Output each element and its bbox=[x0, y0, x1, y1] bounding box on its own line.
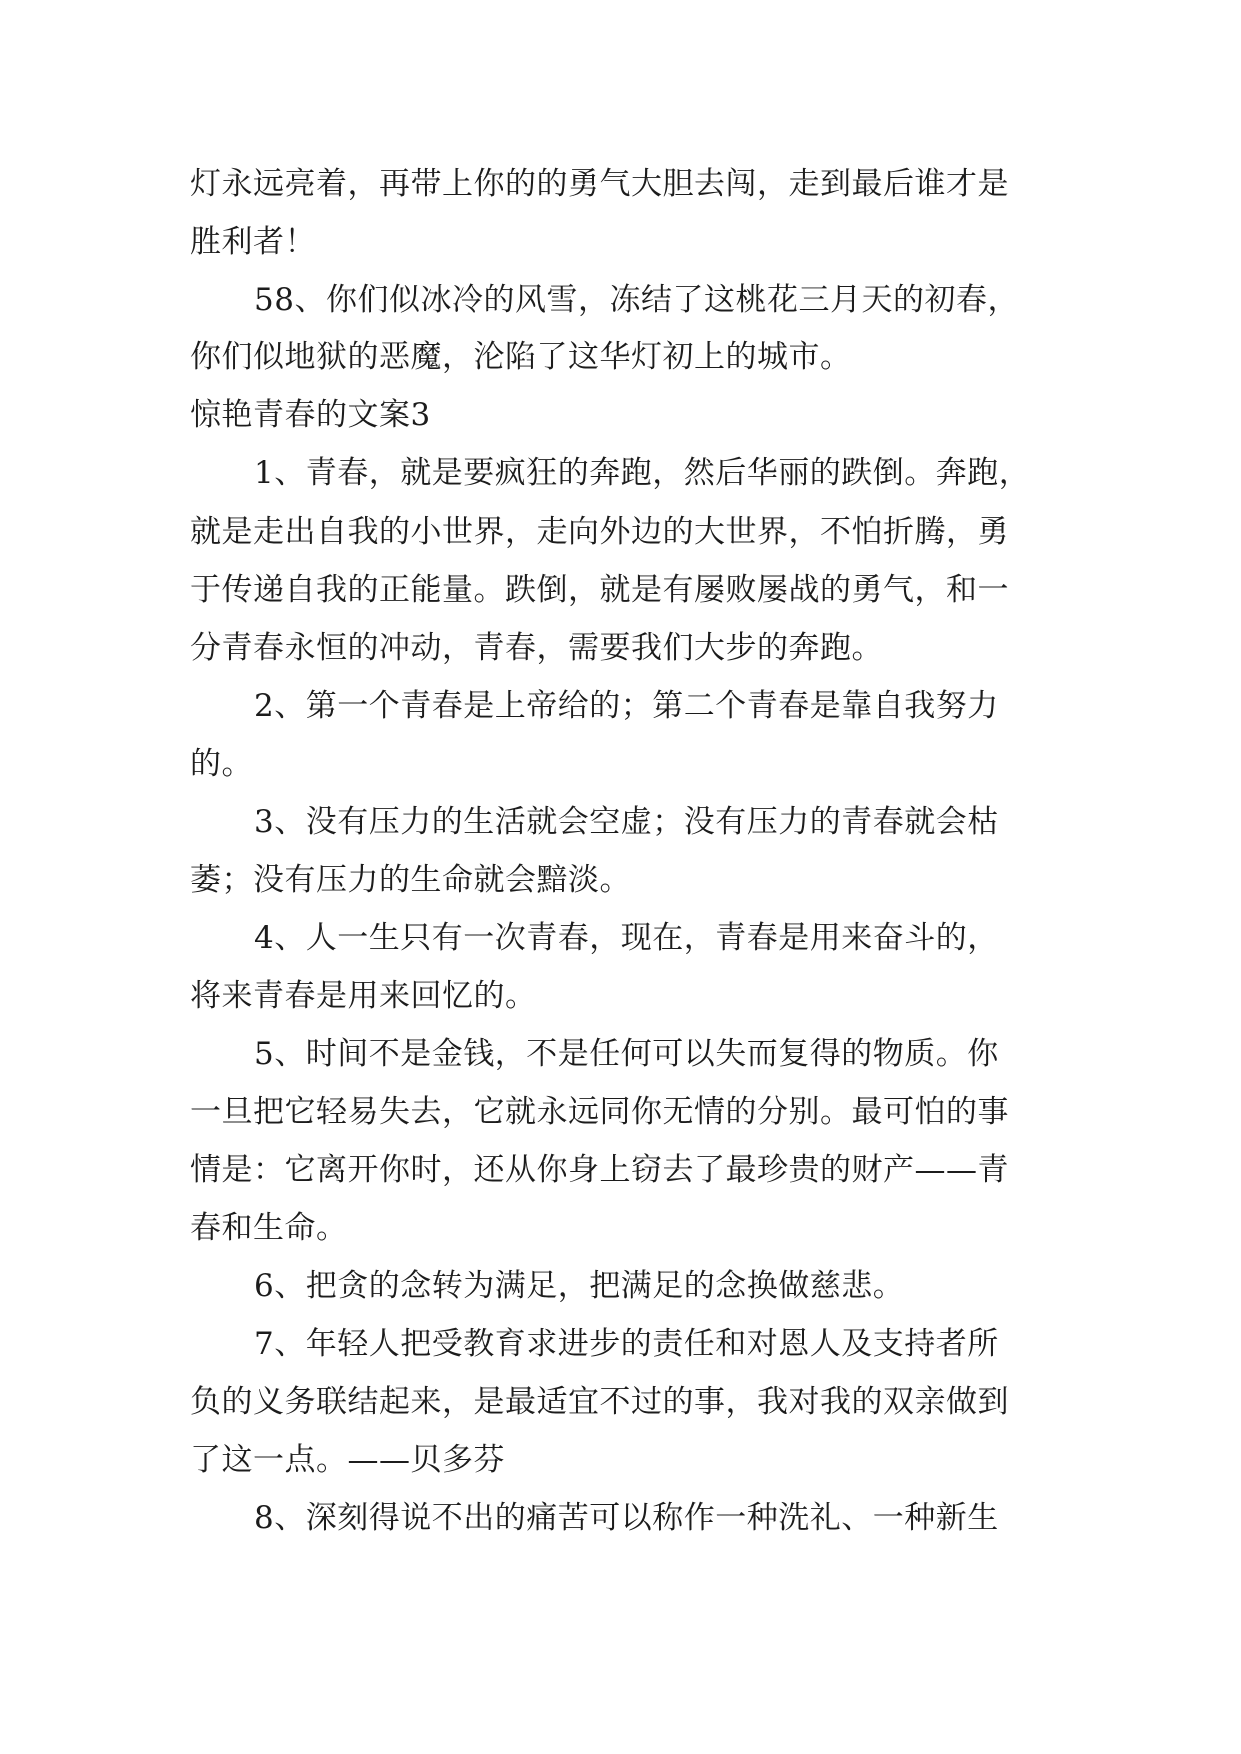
paragraph-1-start: 1、青春，就是要疯狂的奔跑，然后华丽的跌倒。奔跑， bbox=[254, 455, 1031, 491]
text-line: 将来青春是用来回忆的。 bbox=[190, 978, 537, 1014]
paragraph-2-start: 2、第一个青春是上帝给的；第二个青春是靠自我努力 bbox=[254, 688, 999, 724]
paragraph-6-start: 6、把贪的念转为满足，把满足的念换做慈悲。 bbox=[254, 1268, 905, 1304]
text-line: 于传递自我的正能量。跌倒，就是有屡败屡战的勇气，和一 bbox=[190, 572, 1009, 608]
paragraph-5-start: 5、时间不是金钱，不是任何可以失而复得的物质。你 bbox=[254, 1036, 999, 1072]
paragraph-8-start: 8、深刻得说不出的痛苦可以称作一种洗礼、一种新生 bbox=[254, 1500, 999, 1536]
text-line: 春和生命。 bbox=[190, 1210, 348, 1246]
text-line: 的。 bbox=[190, 746, 253, 782]
text-line: 萎；没有压力的生命就会黯淡。 bbox=[190, 862, 631, 898]
text-line: 你们似地狱的恶魔，沦陷了这华灯初上的城市。 bbox=[190, 339, 852, 375]
text-line: 了这一点。——贝多芬 bbox=[190, 1442, 505, 1478]
paragraph-4-start: 4、人一生只有一次青春，现在，青春是用来奋斗的， bbox=[254, 920, 999, 956]
paragraph-3-start: 3、没有压力的生活就会空虚；没有压力的青春就会枯 bbox=[254, 804, 999, 840]
text-line: 一旦把它轻易失去，它就永远同你无情的分别。最可怕的事 bbox=[190, 1094, 1009, 1130]
text-line: 灯永远亮着，再带上你的的勇气大胆去闯，走到最后谁才是 bbox=[190, 166, 1009, 202]
text-line: 情是：它离开你时，还从你身上窃去了最珍贵的财产——青 bbox=[190, 1152, 1009, 1188]
text-line: 胜利者！ bbox=[190, 224, 316, 260]
text-line: 就是走出自我的小世界，走向外边的大世界，不怕折腾，勇 bbox=[190, 514, 1009, 550]
section-heading: 惊艳青春的文案3 bbox=[190, 397, 431, 433]
paragraph-7-start: 7、年轻人把受教育求进步的责任和对恩人及支持者所 bbox=[254, 1326, 999, 1362]
paragraph-58-start: 58、你们似冰冷的风雪，冻结了这桃花三月天的初春， bbox=[254, 282, 1019, 318]
text-line: 分青春永恒的冲动，青春，需要我们大步的奔跑。 bbox=[190, 630, 883, 666]
text-line: 负的义务联结起来，是最适宜不过的事，我对我的双亲做到 bbox=[190, 1384, 1009, 1420]
